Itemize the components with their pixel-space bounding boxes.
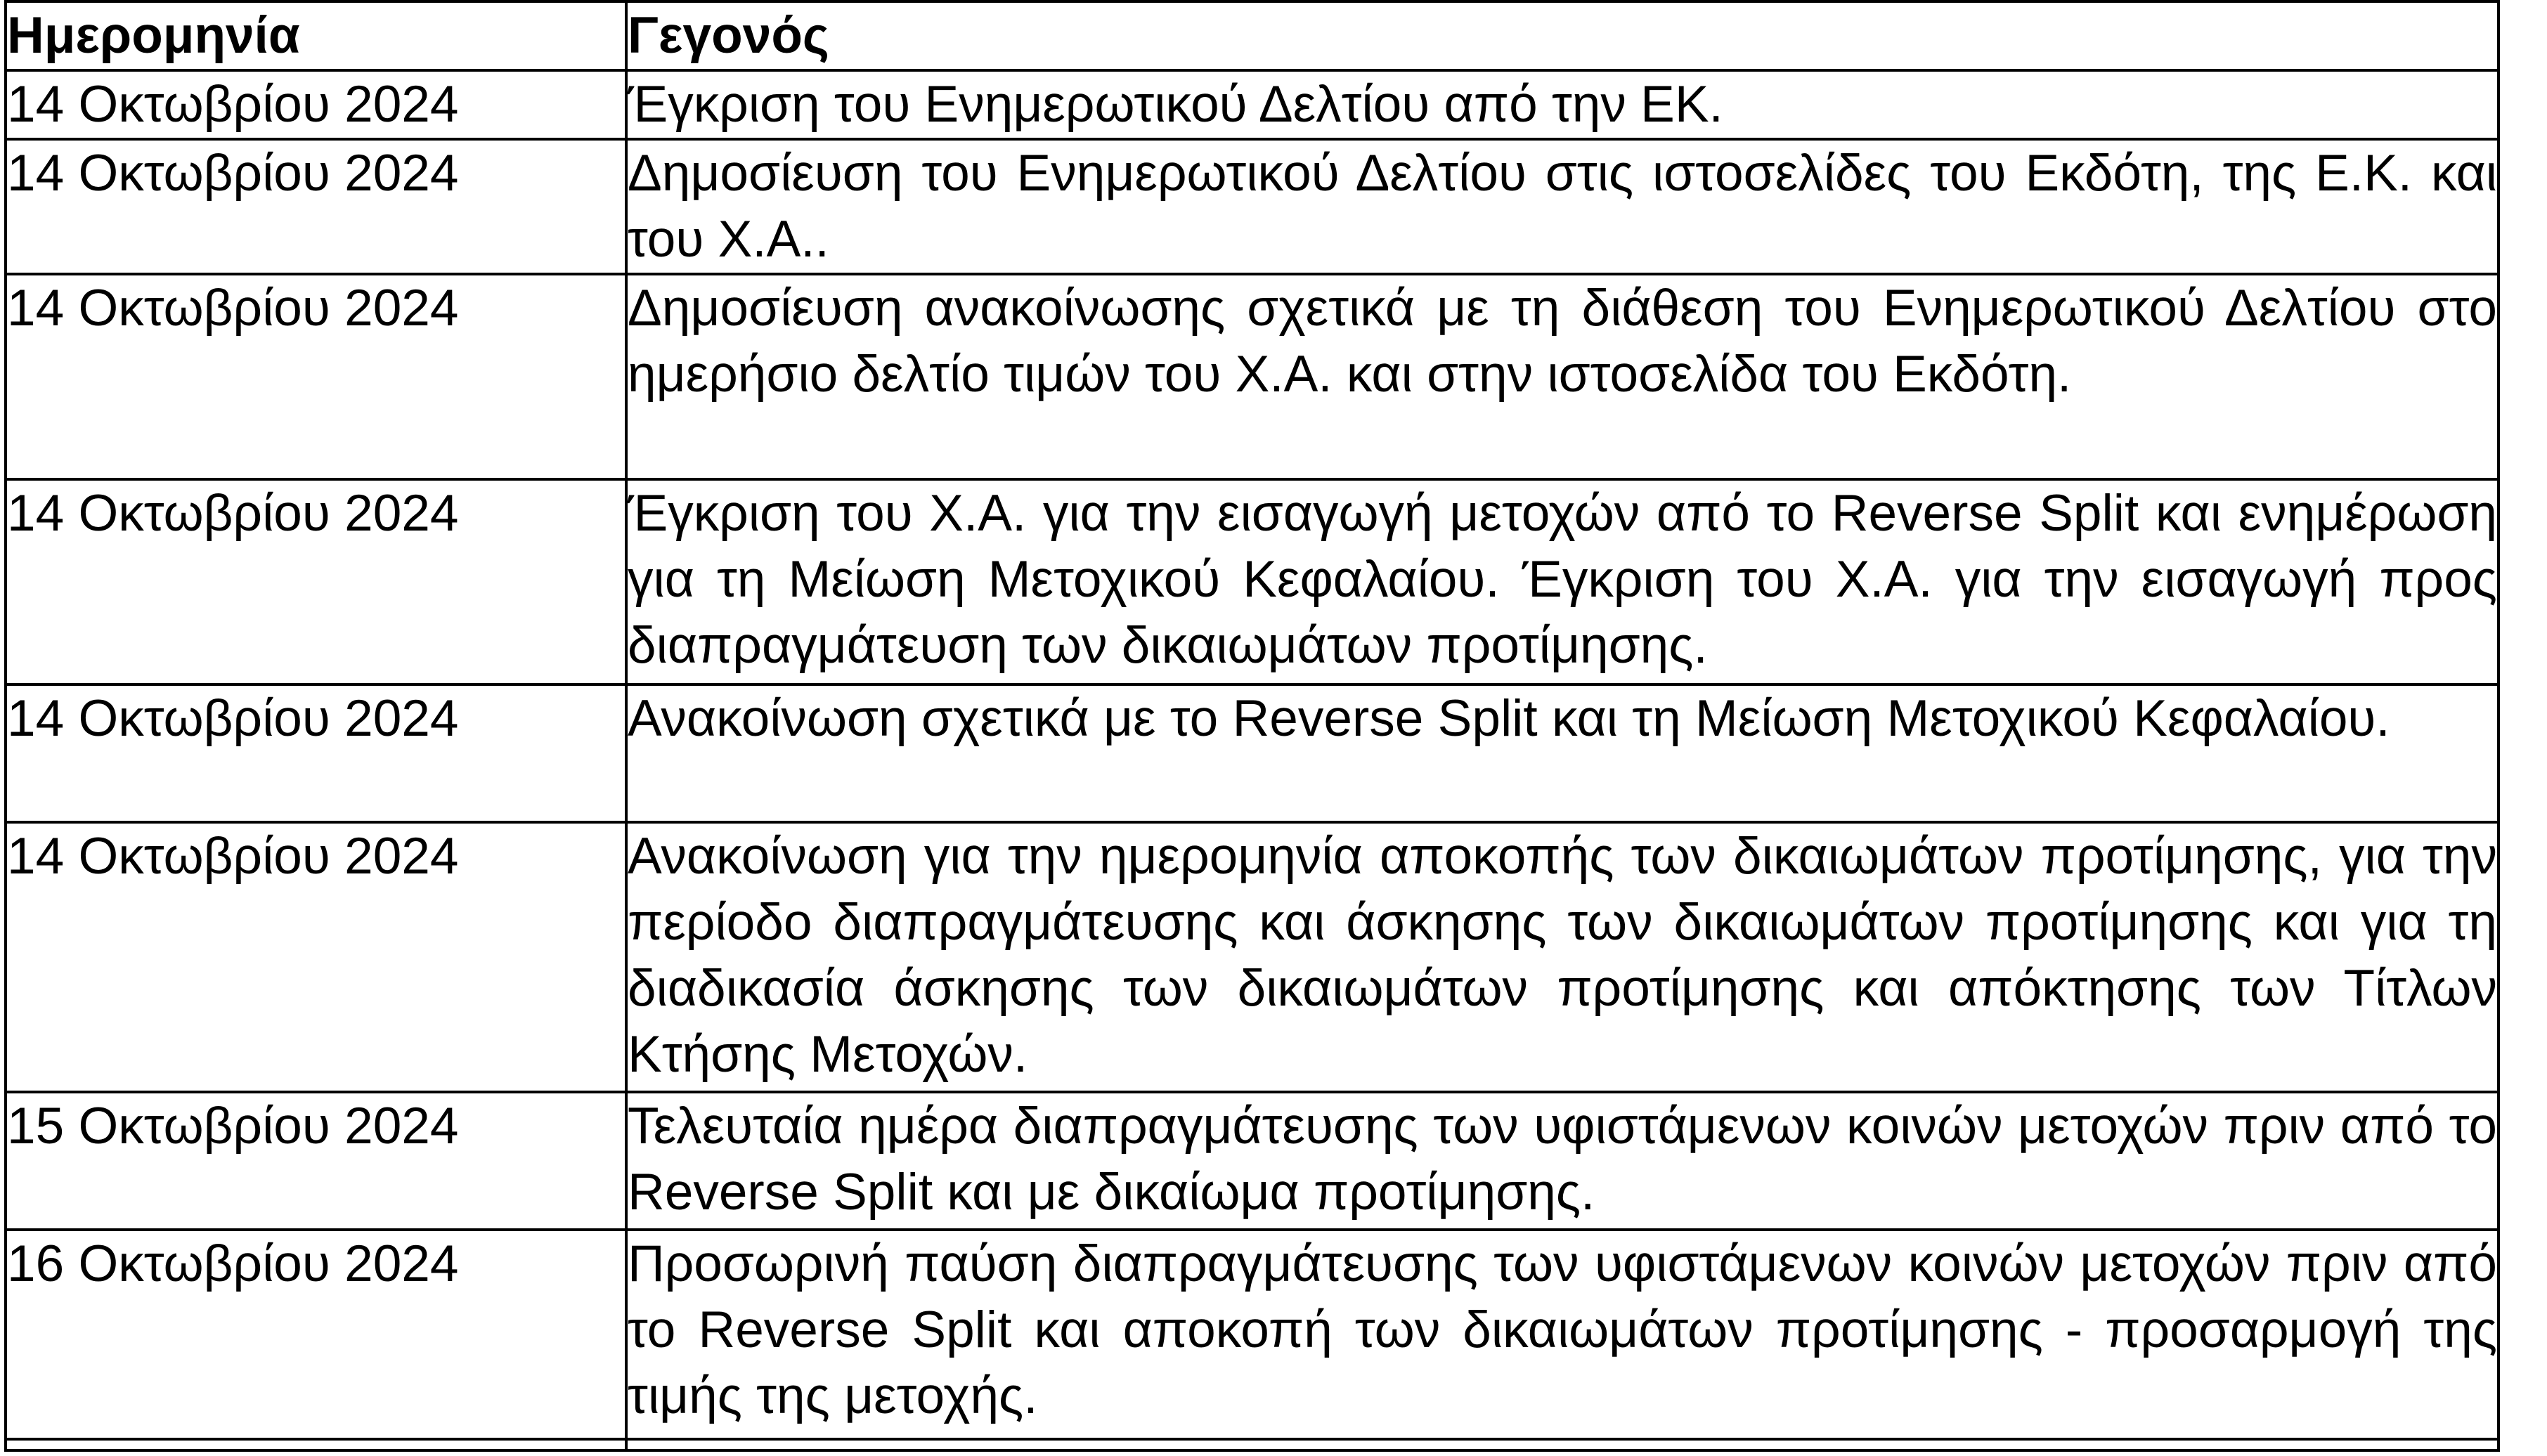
table-row xyxy=(6,822,2499,1092)
event-column-header: Γεγονός xyxy=(626,1,2499,70)
row-date: 14 Οκτωβρίου 2024 xyxy=(6,274,626,479)
row-date: 14 Οκτωβρίου 2024 xyxy=(6,479,626,684)
row-event: Έγκριση του Ενημερωτικού Δελτίου από την ΕΚ. xyxy=(626,70,2499,139)
row-date: 16 Οκτωβρίου 2024 xyxy=(6,1230,626,1439)
row-date: 14 Οκτωβρίου 2024 xyxy=(6,684,626,822)
row-date: 14 Οκτωβρίου 2024 xyxy=(6,139,626,274)
row-date: 14 Οκτωβρίου 2024 xyxy=(6,822,626,1092)
continuation-cell xyxy=(626,1439,2499,1450)
table-row xyxy=(6,479,2499,684)
row-event: Τελευταία ημέρα διαπραγμάτευσης των υφιστάμενων κοινών μετοχών πριν από το Reverse Split και με δικαίωμα προτίμησης. xyxy=(626,1092,2499,1230)
continuation-cell xyxy=(6,1439,626,1450)
row-date: 14 Οκτωβρίου 2024 xyxy=(6,70,626,139)
date-column-header: Ημερομηνία xyxy=(6,1,626,70)
table-row xyxy=(6,274,2499,479)
event-schedule-table xyxy=(4,0,2500,1452)
table-row-continuation xyxy=(6,1439,2499,1450)
table-row xyxy=(6,139,2499,274)
row-event: Ανακοίνωση σχετικά με το Reverse Split και τη Μείωση Μετοχικού Κεφαλαίου. xyxy=(626,684,2499,822)
row-event: Έγκριση του Χ.Α. για την εισαγωγή μετοχών από το Reverse Split και ενημέρωση για τη Μείωση Μετοχικού Κεφαλαίου. Έγκριση του Χ.Α. για την εισαγωγή προς διαπραγμάτευση των δικαιωμάτων προτίμησης. xyxy=(626,479,2499,684)
row-event: Προσωρινή παύση διαπραγμάτευσης των υφιστάμενων κοινών μετοχών πριν από το Reverse Split και αποκοπή των δικαιωμάτων προτίμησης - προσαρμογή της τιμής της μετοχής. xyxy=(626,1230,2499,1439)
table-row xyxy=(6,684,2499,822)
row-event: Δημοσίευση του Ενημερωτικού Δελτίου στις ιστοσελίδες του Εκδότη, της Ε.Κ. και του Χ.Α.. xyxy=(626,139,2499,274)
row-date: 15 Οκτωβρίου 2024 xyxy=(6,1092,626,1230)
row-event: Δημοσίευση ανακοίνωσης σχετικά με τη διάθεση του Ενημερωτικού Δελτίου στο ημερήσιο δελτίο τιμών του Χ.Α. και στην ιστοσελίδα του Εκδότη. xyxy=(626,274,2499,479)
table-row xyxy=(6,1230,2499,1439)
header-row xyxy=(6,1,2499,70)
row-event: Ανακοίνωση για την ημερομηνία αποκοπής των δικαιωμάτων προτίμησης, για την περίοδο διαπραγμάτευσης και άσκησης των δικαιωμάτων προτίμησης και για τη διαδικασία άσκησης των δικαιωμάτων προτίμησης και απόκτησης των Τίτλων Κτήσης Μετοχών. xyxy=(626,822,2499,1092)
table-row xyxy=(6,70,2499,139)
table-row xyxy=(6,1092,2499,1230)
